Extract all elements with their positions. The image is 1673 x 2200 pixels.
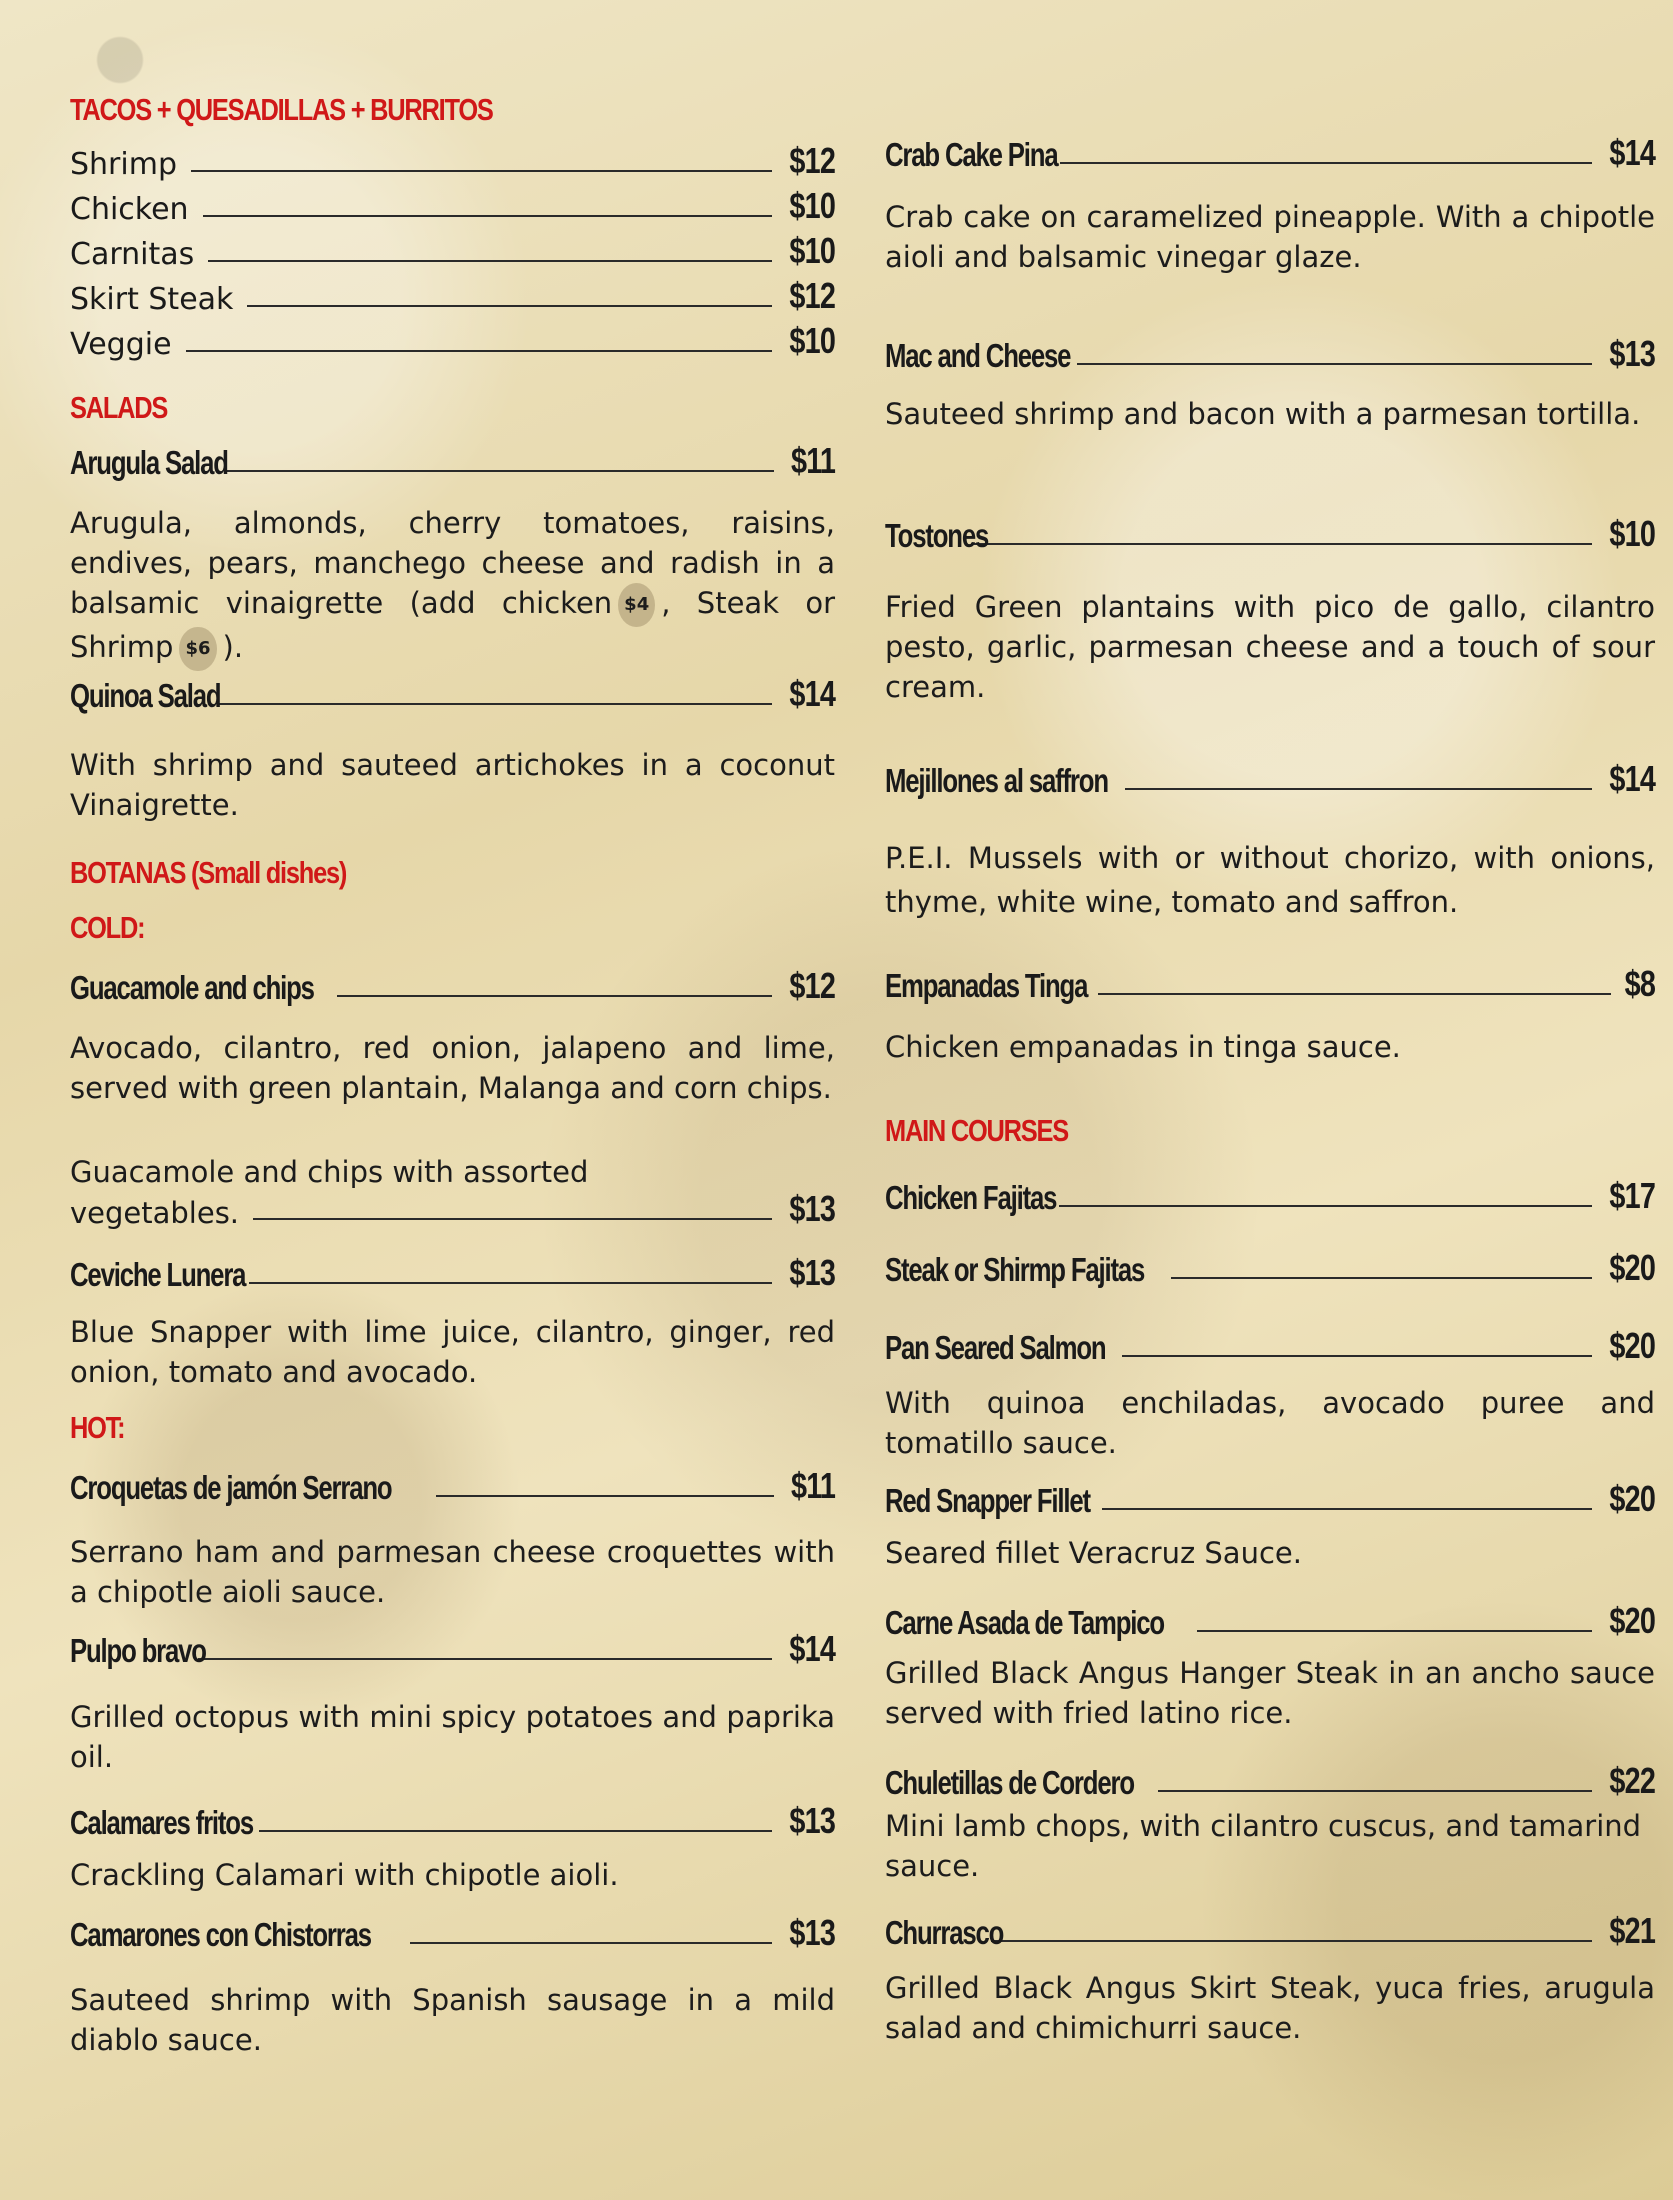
leader-line	[991, 1940, 1592, 1942]
leader-line	[1158, 1790, 1592, 1792]
item-price: $20	[1609, 1247, 1655, 1288]
item-name: Steak or Shirmp Fajitas	[885, 1251, 1145, 1288]
item-description: Mini lamb chops, with cilantro cuscus, and tamarind sauce.	[885, 1809, 1642, 1883]
section-title-main-courses: MAIN COURSES	[885, 1113, 1068, 1148]
item-description: Serrano ham and parmesan cheese croquettes with a chipotle aioli sauce.	[70, 1535, 835, 1609]
menu-item-chicken-fajitas	[885, 1175, 1655, 1217]
leader-line	[226, 470, 774, 472]
item-name: Red Snapper Fillet	[885, 1482, 1090, 1519]
leader-line	[1077, 363, 1592, 365]
item-description: P.E.I. Mussels with or without chorizo, with onions, thyme, white wine, tomato and saffron.	[885, 841, 1655, 919]
item-name: Chicken Fajitas	[885, 1179, 1057, 1216]
item-description: Crackling Calamari with chipotle aioli.	[70, 1858, 619, 1892]
leader-line	[186, 350, 772, 352]
item-price: $20	[1609, 1478, 1655, 1519]
leader-line	[208, 260, 772, 262]
menu-item-quinoa-salad	[70, 673, 835, 715]
menu-item-shrimp	[70, 140, 835, 182]
leader-line	[1122, 1355, 1592, 1357]
item-name: Mac and Cheese	[885, 337, 1071, 374]
leader-line	[1102, 1508, 1592, 1510]
item-price: $14	[1609, 758, 1655, 799]
item-price: $11	[790, 440, 835, 481]
menu-item-chuletillas	[885, 1760, 1655, 1802]
item-price: $13	[1609, 333, 1655, 374]
item-description: Sauteed shrimp and bacon with a parmesan tortilla.	[885, 397, 1641, 431]
item-price: $10	[789, 185, 835, 226]
section-title-cold: COLD:	[70, 910, 145, 945]
leader-line	[1171, 1277, 1592, 1279]
item-price: $10	[789, 230, 835, 271]
item-name: Arugula Salad	[70, 444, 228, 481]
item-description: Grilled Black Angus Hanger Steak in an ancho sauce served with fried latino rice.	[885, 1656, 1655, 1730]
desc-text: ).	[222, 630, 244, 664]
item-name: Ceviche Lunera	[70, 1256, 246, 1293]
item-name: Empanadas Tinga	[885, 967, 1088, 1004]
item-price: $14	[789, 1628, 835, 1669]
item-price: $11	[790, 1465, 835, 1506]
item-description: Grilled octopus with mini spicy potatoes and paprika oil.	[70, 1700, 835, 1774]
item-price: $22	[1609, 1760, 1655, 1801]
item-name: Crab Cake Pina	[885, 136, 1058, 173]
item-price: $13	[789, 1188, 835, 1229]
item-description: Crab cake on caramelized pineapple. With a chipotle aioli and balsamic vinegar glaze.	[885, 200, 1655, 274]
item-description: With shrimp and sauteed artichokes in a coconut Vinaigrette.	[70, 748, 835, 822]
item-name: Chuletillas de Cordero	[885, 1764, 1134, 1801]
leader-line	[1060, 162, 1592, 164]
leader-line	[203, 215, 772, 217]
item-description	[70, 503, 835, 671]
leader-line	[1197, 1630, 1592, 1632]
leader-line	[247, 305, 772, 307]
menu-item-chicken	[70, 185, 835, 227]
item-name: Tostones	[885, 517, 989, 554]
item-price: $12	[789, 965, 835, 1006]
item-description: Seared fillet Veracruz Sauce.	[885, 1536, 1302, 1570]
item-name: Camarones con Chistorras	[70, 1916, 371, 1953]
leader-line	[191, 170, 772, 172]
item-price: $14	[789, 673, 835, 714]
menu-item-mac-and-cheese	[885, 333, 1655, 375]
desc-text: , Steak or Shrimp	[70, 586, 835, 664]
item-name: Mejillones al saffron	[885, 762, 1108, 799]
item-price: $12	[789, 275, 835, 316]
item-name: Churrasco	[885, 1914, 1004, 1951]
leader-line	[971, 543, 1592, 545]
section-title-salads: SALADS	[70, 390, 168, 425]
item-name: Croquetas de jamón Serrano	[70, 1469, 392, 1506]
menu-item-carne-asada	[885, 1600, 1655, 1642]
item-name: Pan Seared Salmon	[885, 1329, 1106, 1366]
leader-line	[337, 995, 772, 997]
price-badge: $4	[618, 583, 655, 627]
menu-item-camarones	[70, 1912, 835, 1954]
item-name: vegetables.	[70, 1196, 240, 1230]
item-description: Grilled Black Angus Skirt Steak, yuca fries, arugula salad and chimichurri sauce.	[885, 1971, 1655, 2045]
item-name: Skirt Steak	[70, 282, 234, 317]
menu-item-carnitas	[70, 230, 835, 272]
section-title-botanas: BOTANAS (Small dishes)	[70, 855, 347, 890]
leader-line	[1059, 1205, 1592, 1207]
price-badge: $6	[179, 627, 216, 671]
leader-line	[436, 1495, 774, 1497]
menu-item-pulpo	[70, 1628, 835, 1670]
desc-text: Arugula, almonds, cherry tomatoes, raisins, endives, pears, manchego cheese and radish in a balsamic vinaigrette (add chicken	[70, 506, 835, 620]
item-price: $20	[1609, 1325, 1655, 1366]
item-description: Avocado, cilantro, red onion, jalapeno and lime, served with green plantain, Malanga and corn chips.	[70, 1031, 835, 1105]
item-name: Guacamole and chips	[70, 969, 314, 1006]
leader-line	[1125, 788, 1592, 790]
menu-item-red-snapper	[885, 1478, 1655, 1520]
item-name: Quinoa Salad	[70, 677, 221, 714]
item-price: $13	[789, 1252, 835, 1293]
menu-item-salmon	[885, 1325, 1655, 1367]
item-price: $13	[789, 1912, 835, 1953]
item-name: Chicken	[70, 192, 189, 227]
item-price: $21	[1609, 1910, 1655, 1951]
menu-item-churrasco	[885, 1910, 1655, 1952]
leader-line	[259, 1830, 772, 1832]
item-name: Calamares fritos	[70, 1804, 254, 1841]
menu-item-arugula-salad	[70, 440, 835, 482]
item-name: Pulpo bravo	[70, 1632, 206, 1669]
item-name: Carnitas	[70, 237, 195, 272]
menu-item-skirt-steak	[70, 275, 835, 317]
menu-item-crab-cake	[885, 132, 1655, 174]
menu-item-guacamole-vegetables	[70, 1188, 835, 1230]
menu-item-veggie	[70, 320, 835, 362]
menu-item-empanadas	[885, 963, 1655, 1005]
menu-item-croquetas	[70, 1465, 835, 1507]
leader-line	[410, 1942, 772, 1944]
leader-line	[253, 1218, 772, 1220]
leader-line	[1098, 993, 1611, 995]
item-price: $13	[789, 1800, 835, 1841]
menu-item-ceviche	[70, 1252, 835, 1294]
item-price: $20	[1609, 1600, 1655, 1641]
item-price: $14	[1609, 132, 1655, 173]
item-price: $12	[789, 140, 835, 181]
item-description: Blue Snapper with lime juice, cilantro, ginger, red onion, tomato and avocado.	[70, 1315, 835, 1389]
menu-item-mejillones	[885, 758, 1655, 800]
item-name: Shrimp	[70, 147, 177, 182]
menu-item-calamares	[70, 1800, 835, 1842]
item-price: $17	[1609, 1175, 1655, 1216]
section-title-tacos: TACOS + QUESADILLAS + BURRITOS	[70, 92, 493, 127]
menu-item-tostones	[885, 513, 1655, 555]
item-description: Sauteed shrimp with Spanish sausage in a mild diablo sauce.	[70, 1983, 835, 2057]
item-price: $10	[1609, 513, 1655, 554]
leader-line	[249, 1282, 772, 1284]
menu-item-guacamole	[70, 965, 835, 1007]
menu-item-steak-fajitas	[885, 1247, 1655, 1289]
leader-line	[198, 1658, 772, 1660]
guacamole-veg-line1: Guacamole and chips with assorted	[70, 1155, 589, 1189]
item-description: Fried Green plantains with pico de gallo, cilantro pesto, garlic, parmesan cheese and a touch of sour cream.	[885, 590, 1655, 704]
item-name: Carne Asada de Tampico	[885, 1604, 1164, 1641]
item-price: $8	[1624, 963, 1655, 1004]
item-name: Veggie	[70, 327, 172, 362]
section-title-hot: HOT:	[70, 1410, 125, 1445]
item-description: With quinoa enchiladas, avocado puree and tomatillo sauce.	[885, 1386, 1655, 1460]
item-price: $10	[789, 320, 835, 361]
item-description: Chicken empanadas in tinga sauce.	[885, 1030, 1401, 1064]
leader-line	[217, 703, 772, 705]
